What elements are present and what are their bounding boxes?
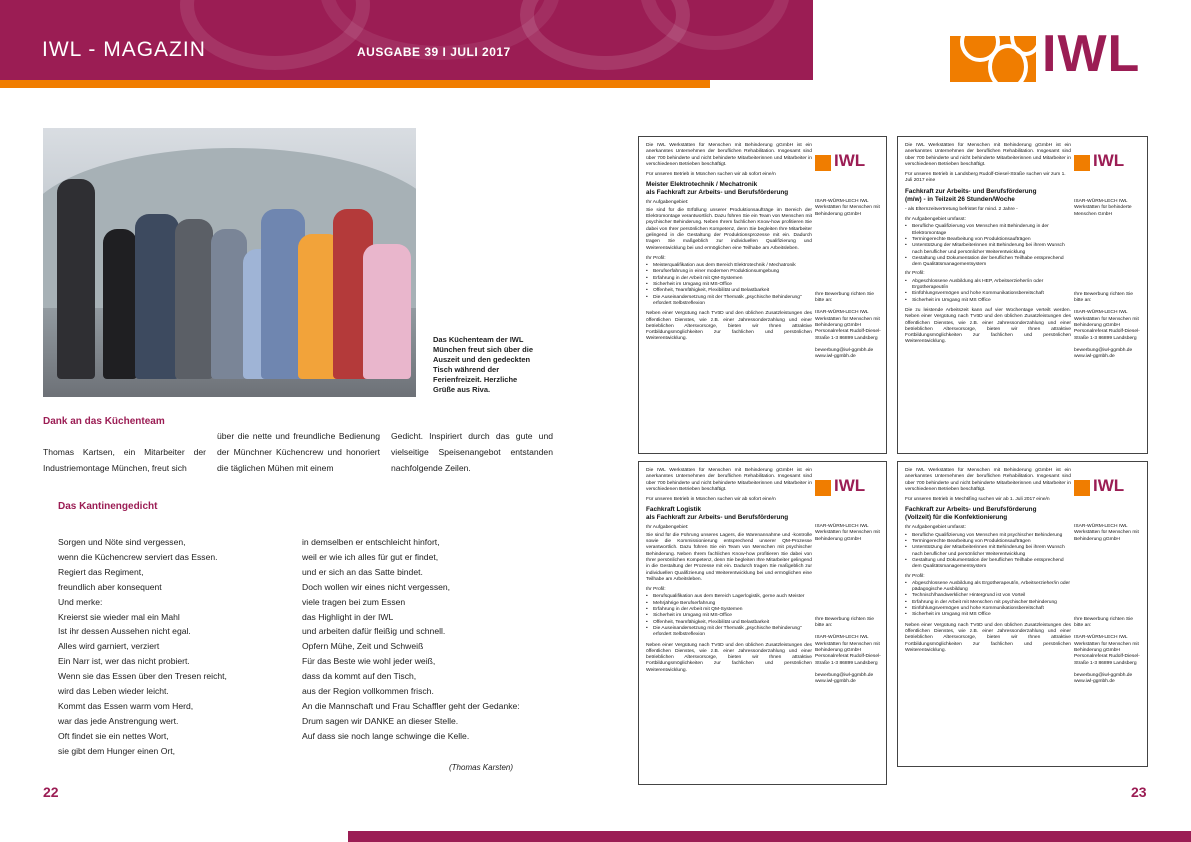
spacer xyxy=(1074,224,1142,292)
poem-line: Ein Narr ist, wer das nicht probiert. xyxy=(58,656,190,667)
poem-line: Kommt das Essen warm vom Herd, xyxy=(58,700,194,711)
apply-to-label: Ihre Bewerbung richten Sie bitte an: xyxy=(815,291,874,304)
poem-line: Für das Beste wie wohl jeder weiß, xyxy=(302,656,436,667)
person-figure xyxy=(57,179,95,379)
photo-caption: Das Küchenteam der IWL München freut sich über die Auszeit und den gedeckten Tisch während der Ferienfreizeit. Herzliche Grüße aus Riva. xyxy=(433,335,534,394)
task-item: • Termingerechte Bearbeitung von Produktionsaufträgen xyxy=(905,237,1071,243)
poem-line: Opfern Mühe, Zeit und Schweiß xyxy=(302,641,424,652)
apply-contact: bewerbung@iwl-ggmbh.de www.iwl-ggmbh.de xyxy=(1074,347,1133,360)
profile-item: • Berufserfahrung in einer modernen Produktionsumgebung xyxy=(646,269,812,275)
job-ad-role: Meister Elektrotechnik / Mechatronik xyxy=(646,181,758,189)
poem-line: freundlich aber konsequent xyxy=(58,581,162,592)
profile-item: • Die Auseinandersetzung mit der Thematik „psychische Behinderung“ erfordert Selbstreflexion xyxy=(646,626,812,639)
employer-name: ISAR-WÜRM-LECH IWL Werkstätten für Menschen mit Behinderung gGmbH xyxy=(815,524,880,542)
job-ad xyxy=(897,136,1148,454)
job-ad-profile-label: Ihr Profil: xyxy=(905,271,925,277)
poem-line: Oft findet sie ein nettes Wort, xyxy=(58,730,169,741)
intro-column-2: über die nette und freundliche Bedienung der Münchner Küchencrew und honoriert die täglichen Mühen mit einem xyxy=(217,431,380,473)
poem-line: Sorgen und Nöte sind vergessen, xyxy=(58,537,186,547)
apply-to-label: Ihre Bewerbung richten Sie bitte an: xyxy=(815,616,874,629)
logo-mark-icon xyxy=(1074,155,1090,171)
job-ad-role-sub: als Fachkraft zur Arbeits- und Berufsförderung xyxy=(646,514,789,522)
logo-text: IWL xyxy=(1093,476,1125,495)
poem-line: und arbeiten dafür fleißig und schnell. xyxy=(302,626,446,637)
job-ad-task-list xyxy=(905,533,1071,571)
intro-column-1: Thomas Kartsen, ein Mitarbeiter der Industriemontage München, freut sich xyxy=(43,447,206,473)
job-ad-main xyxy=(646,143,812,343)
job-ad xyxy=(638,461,887,785)
poem-line: Drum sagen wir DANKE an dieser Stelle. xyxy=(302,715,459,726)
job-ad-sidebar xyxy=(1074,468,1142,692)
profile-item: • Meisterqualifikation aus dem Bereich Elektrotechnik / Mechatronik xyxy=(646,263,812,269)
job-ad-profile-list xyxy=(646,594,812,638)
profile-item: • Sicherheit im Umgang mit MS-Office xyxy=(646,282,812,288)
poem-line: Auf dass sie noch lange schwinge die Kelle. xyxy=(302,730,470,741)
job-ad-tasks-label: Ihr Aufgabengebiet: xyxy=(646,525,689,531)
employer-name: ISAR-WÜRM-LECH IWL Werkstätten für Menschen mit Behinderung gGmbH xyxy=(1074,524,1139,542)
job-ad-intro: Die IWL Werkstätten für Menschen mit Behinderung gGmbH ist ein anerkanntes Unternehmen der beruflichen Rehabilitation. Insgesamt sind über 700 behinderte und nicht behinderte Mitarbeiterinnen und Mitarbeiter in verschiedenen Betrieben beschäftigt. xyxy=(646,143,812,167)
job-ad-lead: Für unseren Betrieb in Mechtifing suchen wir ab 1. Juli 2017 eine/n xyxy=(905,497,1050,503)
profile-item: • Die Auseinandersetzung mit der Thematik „psychische Behinderung“ erfordert Selbstreflexion xyxy=(646,295,812,308)
person-figure xyxy=(103,229,137,379)
job-ad-profile-list xyxy=(905,581,1071,619)
profile-item: • Mehrjährige Berufserfahrung xyxy=(646,601,812,607)
iwl-mini-logo xyxy=(1074,476,1142,498)
section-title: Dank an das Küchenteam xyxy=(43,416,165,427)
job-ad-lead: Für unseren Betrieb in München suchen wir ab sofort eine/n xyxy=(646,497,776,503)
job-ad-intro: Die IWL Werkstätten für Menschen mit Behinderung gGmbH ist ein anerkanntes Unternehmen der beruflichen Rehabilitation. Insgesamt sind über 700 behinderte und nicht behinderte Mitarbeiterinnen und Mitarbeiter in verschiedenen Betrieben beschäftigt. xyxy=(905,143,1071,167)
footer-bar xyxy=(348,831,1191,842)
profile-item: • Sicherheit im Umgang mit MS-Office xyxy=(646,613,812,619)
job-ad-role-sub: (m/w) - in Teilzeit 26 Stunden/Woche xyxy=(905,195,1015,203)
logo-mark-icon xyxy=(1074,480,1090,496)
job-ad-tasks-label: Ihr Aufgabengebiet: xyxy=(646,200,689,206)
task-item: • Gestaltung und Dokumentation der beruflichen Teilhabe entsprechend dem Qualitätsmanagementsystem xyxy=(905,256,1071,269)
magazine-title: IWL - MAGAZIN xyxy=(42,38,206,61)
poem-line: das Highlight in der IWL xyxy=(302,611,394,622)
poem-line: Kreierst sie wieder mal ein Mahl xyxy=(58,611,180,622)
job-ad-main xyxy=(905,143,1071,346)
job-ad-closing: Neben einer Vergütung nach TVöD und den üblichen Zusatzleistungen des öffentlichen Dienstes, wie z.B. einer Jahressonderzahlung und einer betrieblichen Altersvorsorge, bieten wir Ihnen attraktive Fortbildungsmöglichkeiten zur fachlichen und persönlichen Weiterentwicklung. xyxy=(646,311,812,342)
spacer xyxy=(1074,549,1142,617)
spacer xyxy=(815,224,883,292)
profile-item: • Erfahrung in der Arbeit mit QM-Systemen xyxy=(646,276,812,282)
poem-line: Wenn sie das Essen über den Tresen reicht, xyxy=(58,671,227,682)
apply-address: ISAR-WÜRM-LECH IWL Werkstätten für Menschen mit Behinderung gGmbH Personalreferat Rudolf-Diesel-Straße 1-3 86899 Landsberg xyxy=(815,635,881,666)
job-ad-closing: Neben einer Vergütung nach TVöD und den üblichen Zusatzleistungen des öffentlichen Dienstes, wie z.B. einer Jahressonderzahlung und einer betrieblichen Altersvorsorge, bieten wir Ihnen attraktive Fortbildungsmöglichkeiten zur fachlichen und persönlichen Weiterentwicklung. xyxy=(905,622,1071,653)
poem-line: Ist ihr dessen Aussehen nicht egal. xyxy=(58,626,191,637)
poem-author: (Thomas Karsten) xyxy=(449,763,514,772)
poem-line: Alles wird garniert, verziert xyxy=(58,641,160,652)
job-ad-role-sub: als Fachkraft zur Arbeits- und Berufsförderung xyxy=(646,189,789,197)
profile-item: • Sicherheit im Umgang mit MS Office xyxy=(905,612,1071,618)
profile-item: • Offenheit, Teamfähigkeit, Flexibilität und Belastbarkeit xyxy=(646,288,812,294)
person-figure xyxy=(363,244,411,379)
task-item: • Berufliche Qualifizierung von Menschen mit Behinderung in der Elektromontage xyxy=(905,224,1071,237)
iwl-mini-logo xyxy=(815,151,883,173)
logo-text: IWL xyxy=(1042,25,1141,83)
poem-line: in demselben er entschleicht hinfort, xyxy=(302,537,440,547)
job-ad-profile-label: Ihr Profil: xyxy=(646,587,666,593)
poem-line: Und merke: xyxy=(58,596,103,607)
iwl-logo xyxy=(950,25,1146,83)
job-ad-main xyxy=(646,468,812,674)
profile-item: • Einfühlungsvermögen und hohe Kommunikationsbereitschaft xyxy=(905,291,1071,297)
poem-line: wenn die Küchencrew serviert das Essen. xyxy=(58,551,218,562)
task-item: • Berufliche Qualifizierung von Menschen mit psychischer Behinderung xyxy=(905,533,1071,539)
job-ad-profile-list xyxy=(905,279,1071,304)
job-ad-intro: Die IWL Werkstätten für Menschen mit Behinderung gGmbH ist ein anerkanntes Unternehmen der beruflichen Rehabilitation. Insgesamt sind über 700 behinderte und nicht behinderte Mitarbeiterinnen und Mitarbeiter in verschiedenen Betrieben beschäftigt. xyxy=(646,468,812,492)
iwl-mini-logo xyxy=(815,476,883,498)
poem-line: aus der Region vollkommen frisch. xyxy=(302,686,434,697)
person-figure xyxy=(211,229,247,379)
apply-address: ISAR-WÜRM-LECH IWL Werkstätten für Menschen mit Behinderung gGmbH Personalreferat Rudolf-Diesel-Straße 1-3 86899 Landsberg xyxy=(1074,635,1140,666)
poem-title: Das Kantinengedicht xyxy=(58,501,158,512)
job-ad-role: Fachkraft zur Arbeits- und Berufsförderung xyxy=(905,187,1037,195)
poem-right-column xyxy=(302,535,520,744)
logo-mark-icon xyxy=(950,36,1036,82)
job-ad-role: Fachkraft Logistik xyxy=(646,506,702,514)
profile-item: • Offenheit, Teamfähigkeit, Flexibilität und Belastbarkeit xyxy=(646,620,812,626)
task-item: • Unterstützung der Mitarbeiterinnen mit Behinderung bei ihrem Wunsch nach beruflicher und persönlicher Weiterentwicklung xyxy=(905,243,1071,256)
poem-line: und er sich an das Satte bindet. xyxy=(302,566,423,577)
poem-line: viele tragen bei zum Essen xyxy=(302,596,406,607)
job-ad-tasks-text: Sie sind für die Führung unseres Lagers, die Warenannahme und -kontrolle sowie die Kommissionierung entsprechend unserer QM-Prozesse verantwortlich. Dazu führen Sie ein Team von Menschen mit psychischer Behinderung. Neben Ihrem fachlichen Know-how profitieren Sie dabei von Ihrer persönlichen Kompetenz, denn Sie begleiten Ihre Mitarbeiter gelingend in die Gestaltung der Prozesse mit ein. Dadurch tragen Sie maßgeblich zur individuellen Qualifizierung und Weiterentwicklung bei und ermöglichen eine Teilhabe am Arbeitsleben. xyxy=(646,532,812,582)
logo-mark-icon xyxy=(815,480,831,496)
job-ad-sidebar xyxy=(1074,143,1142,367)
person-figure xyxy=(135,214,179,379)
poem-line: sie gibt dem Hunger einen Ort, xyxy=(58,745,176,756)
job-ad xyxy=(897,461,1148,767)
issue-info: AUSGABE 39 I JULI 2017 xyxy=(357,45,511,59)
task-item: • Gestaltung und Dokumentation der beruflichen Teilhabe entsprechend dem Qualitätsmanagementsystem xyxy=(905,558,1071,571)
job-ad-lead: Für unseren Betrieb in München suchen wir ab sofort eine/n xyxy=(646,172,776,178)
logo-text: IWL xyxy=(834,476,866,495)
job-ad-intro: Die IWL Werkstätten für Menschen mit Behinderung gGmbH ist ein anerkanntes Unternehmen der beruflichen Rehabilitation. Insgesamt sind über 700 behinderte und nicht behinderte Mitarbeiterinnen und Mitarbeiter in verschiedenen Betrieben beschäftigt. xyxy=(905,468,1071,492)
job-ad-lead: Für unseren Betrieb in Landsberg Rudolf-Diesel-Straße suchen wir zum 1. Juli 2017 eine xyxy=(905,172,1066,184)
apply-address: ISAR-WÜRM-LECH IWL Werkstätten für Menschen mit Behinderung gGmbH Personalreferat Rudolf-Diesel-Straße 1-3 86899 Landsberg xyxy=(815,310,881,341)
apply-to-label: Ihre Bewerbung richten Sie bitte an: xyxy=(1074,291,1133,304)
spacer xyxy=(815,549,883,617)
profile-item: • Technisch/handwerklicher Hintergrund ist von Vorteil xyxy=(905,593,1071,599)
header-band xyxy=(0,0,813,80)
header-accent-bar xyxy=(0,80,710,88)
job-ad-role-sub: (Vollzeit) für die Konfektionierung xyxy=(905,514,1008,522)
apply-contact: bewerbung@iwl-ggmbh.de www.iwl-ggmbh.de xyxy=(1074,672,1133,685)
employer-name: ISAR-WÜRM-LECH IWL Werkstätten für Menschen mit Behinderung gGmbH xyxy=(815,199,880,217)
apply-contact: bewerbung@iwl-ggmbh.de www.iwl-ggmbh.de xyxy=(815,672,874,685)
job-ad-profile-label: Ihr Profil: xyxy=(905,573,925,579)
page-number-left: 22 xyxy=(43,784,59,800)
job-ad-tasks-label: Ihr Aufgabengebiet umfasst: xyxy=(905,525,966,531)
profile-item: • Einfühlungsvermögen und hohe Kommunikationsbereitschaft xyxy=(905,606,1071,612)
apply-address: ISAR-WÜRM-LECH IWL Werkstätten für Menschen mit Behinderung gGmbH Personalreferat Rudolf-Diesel-Straße 1-3 86899 Landsberg xyxy=(1074,310,1140,341)
profile-item: • Berufsqualifikation aus dem Bereich Lagerlogistik, gerne auch Meister xyxy=(646,594,812,600)
logo-text: IWL xyxy=(834,151,866,170)
intro-column-3: Gedicht. Inspiriert durch das gute und vielseitige Speisenangebot entstanden nachfolgende Zeilen. xyxy=(391,431,553,473)
job-ad-main xyxy=(905,468,1071,654)
logo-mark-icon xyxy=(815,155,831,171)
poem-line: Doch wollen wir eines nicht vergessen, xyxy=(302,581,451,592)
poem-line: An die Mannschaft und Frau Schaffler geht der Gedanke: xyxy=(302,700,520,711)
logo-text: IWL xyxy=(1093,151,1125,170)
poem-line: wird das Leben wieder leicht. xyxy=(58,686,169,697)
job-ad-sidebar xyxy=(815,468,883,692)
poem-line: Regiert das Regiment, xyxy=(58,566,144,577)
group-photo xyxy=(43,128,416,397)
job-ad-role: Fachkraft zur Arbeits- und Berufsförderung xyxy=(905,506,1037,514)
job-ad-sidebar xyxy=(815,143,883,367)
job-ad-profile-label: Ihr Profil: xyxy=(646,255,666,261)
employer-name: ISAR-WÜRM-LECH IWL Werkstätten für behinderte Menschen GmbH xyxy=(1074,199,1132,217)
job-ad-closing: Die zu leistende Arbeitszeit kann auf vier Wochentage verteilt werden. Neben einer Vergütung nach TVöD und den üblichen Zusatzleistungen des öffentlichen Dienstes, wie z.B. einer Jahressonderzahlung und einer betrieblichen Altersvorsorge, bieten wir Ihnen attraktive Fortbildungsmöglichkeiten zur fachlichen und persönlichen Weiterentwicklung. xyxy=(905,307,1071,345)
page-number-right: 23 xyxy=(1131,784,1147,800)
job-ad-tasks-label: Ihr Aufgabengebiet umfasst: xyxy=(905,217,966,223)
poem-left-column xyxy=(58,535,227,759)
profile-item: • Sicherheit im Umgang mit MS Office xyxy=(905,298,1071,304)
task-item: • Termingerechte Bearbeitung von Produktionsaufträgen xyxy=(905,539,1071,545)
job-ad xyxy=(638,136,887,454)
job-ad-tasks-text: Sie sind für die Erfüllung unserer Produktionsaufträge im Bereich der Elektromontage verantwortlich. Dazu führen Sie ein Team von Menschen mit psychischer Behinderung. Neben Ihrem fachlichen Know-how profitieren Sie dabei von Ihrer persönlichen Kompetenz, denn Sie begleiten Ihre Mitarbeiter gelingend in die Gestaltung der Produktionsprozesse mit ein. Dadurch tragen Sie maßgeblich zur individuellen Qualifizierung und Weiterentwicklung bei und ermöglichen eine Teilhabe am Arbeitsleben. xyxy=(646,207,812,251)
profile-item: • Abgeschlossene Ausbildung als HEP, Arbeitserzieher/in oder Ergotherapeut/in xyxy=(905,279,1071,292)
task-item: • Unterstützung der Mitarbeiterinnen mit Behinderung bei ihrem Wunsch nach beruflicher und persönlicher Weiterentwicklung xyxy=(905,545,1071,558)
apply-contact: bewerbung@iwl-ggmbh.de www.iwl-ggmbh.de xyxy=(815,347,874,360)
poem-line: dass da kommt auf den Tisch, xyxy=(302,671,417,682)
job-ad-closing: Neben einer Vergütung nach TVöD und den üblichen Zusatzleistungen des öffentlichen Dienstes, wie z.B. einer Jahressonderzahlung und einer betrieblichen Altersvorsorge, bieten wir Ihnen attraktive Fortbildungsmöglichkeiten zur fachlichen und persönlichen Weiterentwicklung. xyxy=(646,642,812,673)
poem-line: weil er wie ich alles für gut er findet, xyxy=(302,551,439,562)
profile-item: • Erfahrung in der Arbeit mit Menschen mit psychischer Behinderung xyxy=(905,600,1071,606)
job-ad-note: - als Elternzeitvertretung befristet für mind. 2 Jahre - xyxy=(905,206,1018,212)
profile-item: • Erfahrung in der Arbeit mit QM-Systemen xyxy=(646,607,812,613)
job-ad-profile-list xyxy=(646,263,812,307)
job-ad-task-list xyxy=(905,224,1071,268)
poem-line: war das jede Anstrengung wert. xyxy=(58,715,179,726)
profile-item: • Abgeschlossene Ausbildung als Ergotherapeut/in, Arbeitserzieher/in oder pädagogische Ausbildung xyxy=(905,581,1071,594)
person-figure xyxy=(175,219,213,379)
apply-to-label: Ihre Bewerbung richten Sie bitte an: xyxy=(1074,616,1133,629)
iwl-mini-logo xyxy=(1074,151,1142,173)
